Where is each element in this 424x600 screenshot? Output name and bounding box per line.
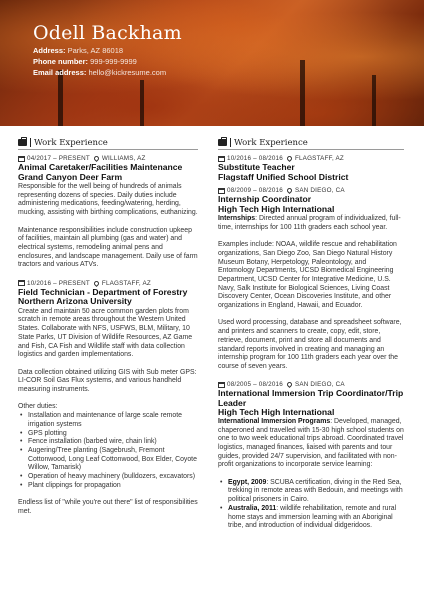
tree-trunk-decoration: [300, 60, 305, 126]
job-description: Used word processing, database and spreadsheet software, and printers and scanners to create, copy, edit, store, retrieve, document, print and store all documents and standard reports involved in creating and managing an internship program for 100 11th graders each year over the course of seven years.: [218, 319, 402, 370]
trips-list: [218, 479, 404, 531]
candidate-name: Odell Backham: [33, 22, 182, 44]
tree-trunk-decoration: [140, 80, 144, 126]
list-item: • GPS plotting: [18, 430, 198, 439]
contact-block: [33, 45, 166, 78]
section-header: [218, 138, 404, 150]
job-employer: Flagstaff Unified School District: [218, 171, 349, 182]
lead-text: : Developed, managed, chaperoned and travelled with 15-30 high school students on one to two week educational trips abroad. Coordinated travel logistics, managed finances, liaised with parents and tour guides, provided 24/7 supervision, and facilitated with non-profit organizations to incorporate service learning:: [218, 417, 404, 469]
job-location: SAN DIEGO, CA: [294, 381, 345, 389]
job-dates: 10/2016 – PRESENT: [27, 279, 90, 287]
job-title: Animal Caretaker/Facilities Maintenance: [18, 162, 183, 172]
trip-name: Egypt, 2009: [228, 478, 267, 486]
job-employer: Northern Arizona University: [18, 296, 132, 307]
section-header: [18, 138, 198, 150]
contact-phone: [33, 56, 166, 67]
duties-list: [18, 412, 198, 490]
job-employer: Grand Canyon Deer Farm: [18, 171, 123, 182]
job-description: Create and maintain 50 acre common garden plots from scratch in remote areas throughout the Western United States. Collaborate with NFS, USFWS, BLM, Military, 10 State Parks, UT Division of Wildlife Resources, AZ Game and Fish, CA Fish and Wildlife staff with data collection logistics and garden implementations.: [18, 307, 193, 359]
location-pin-icon: [93, 155, 100, 162]
lead-label: Internships: [218, 215, 256, 222]
header-banner: [0, 0, 424, 126]
job-employer: High Tech High International: [218, 203, 335, 214]
list-item: • Augering/Tree planting (Sagebrush, Fremont Cottonwood, Long Leaf Cottonwood, Box Elder, Coyote Willow, Tamarisk): [18, 447, 198, 473]
briefcase-icon: [18, 139, 27, 146]
calendar-icon: [218, 382, 225, 388]
job-description: Other duties:: [18, 403, 58, 411]
job-employer: High Tech High International: [218, 407, 335, 418]
job-entry: [218, 186, 404, 372]
location-pin-icon: [286, 187, 293, 194]
contact-value: 999-999-9999: [90, 57, 137, 66]
lead-text: : Directed annual program of individualized, full-time, internships for 100 11th graders each school year.: [218, 215, 401, 231]
job-title: Internship Coordinator: [218, 194, 312, 204]
calendar-icon: [18, 280, 25, 286]
lead-label: International Immersion Programs: [218, 417, 331, 425]
list-item: [218, 505, 404, 531]
job-location: FLAGSTAFF, AZ: [294, 155, 344, 162]
list-item: • Operation of heavy machinery (bulldozers, excavators): [18, 473, 198, 482]
job-entry: [18, 154, 198, 270]
section-divider: [230, 138, 231, 147]
job-dates: 04/2017 – PRESENT: [27, 155, 90, 162]
job-title: International Immersion Trip Coordinator/Trip Leader: [218, 388, 404, 408]
location-pin-icon: [286, 381, 293, 388]
list-item: • Plant clippings for propagation: [18, 482, 198, 491]
job-location: WILLIAMS, AZ: [101, 155, 146, 162]
job-location: SAN DIEGO, CA: [294, 187, 345, 194]
job-entry: [218, 154, 404, 182]
job-dates: 10/2016 – 08/2016: [227, 155, 283, 162]
list-item: [218, 479, 404, 505]
section-title: Work Experience: [34, 137, 108, 148]
location-pin-icon: [286, 155, 293, 162]
trip-text: : SCUBA certification, diving in the Red Sea, trekking in remote areas with Bedouin, and meetings with political prisoners in Cairo.: [228, 478, 403, 504]
job-description: [218, 418, 404, 470]
trip-text: : wildlife rehabilitation, remote and rural home stays and immersion learning with an Aboriginal tribe, and introduction of individual didgeridoos.: [228, 504, 397, 530]
trip-name: Australia, 2011: [228, 504, 277, 512]
right-column: [218, 138, 404, 540]
contact-email: [33, 67, 166, 78]
job-dates: 08/2009 – 08/2016: [227, 187, 283, 194]
contact-address: [33, 45, 166, 56]
tree-trunk-decoration: [372, 75, 376, 126]
contact-value: Parks, AZ 86018: [67, 46, 124, 55]
list-item: • Installation and maintenance of large scale remote irrigation systems: [18, 412, 198, 429]
contact-value: hello@kickresume.com: [88, 68, 167, 77]
job-title: Substitute Teacher: [218, 162, 295, 172]
job-description: Data collection obtained utilizing GIS with Sub meter GPS: LI-COR Soil Gas Flux systems, and various handheld measuring instruments.: [18, 368, 197, 394]
job-description: [218, 215, 404, 232]
calendar-icon: [218, 188, 225, 194]
contact-label: Address:: [33, 46, 66, 55]
contact-label: Email address:: [33, 68, 87, 77]
left-column: [18, 138, 198, 525]
section-divider: [30, 138, 31, 147]
section-title: Work Experience: [234, 137, 308, 148]
calendar-icon: [18, 156, 25, 162]
tree-trunk-decoration: [58, 70, 63, 126]
job-closing: Endless list of "while you're out there" list of responsibilities met.: [18, 499, 198, 515]
job-description: Responsible for the well being of hundreds of animals representing dozens of species. Daily duties include administering medications, feeding/watering, herding, mucking, assisting with birthing complications, euthanizing.: [18, 183, 198, 217]
briefcase-icon: [218, 139, 227, 146]
job-location: FLAGSTAFF, AZ: [101, 279, 151, 287]
calendar-icon: [218, 156, 225, 162]
job-dates: 08/2005 – 08/2016: [227, 381, 283, 389]
location-pin-icon: [93, 280, 100, 287]
contact-label: Phone number:: [33, 57, 89, 66]
job-title: Field Technician - Department of Forestry: [18, 286, 188, 297]
job-description: Maintenance responsibilities include construction upkeep of facilities, maintain all plumbing (gas and water) and electrical systems, remodeling animal pens and enclosures, and landscape management. Daily use of farm tractors and various ATVs.: [18, 226, 198, 269]
list-item: • Fence installation (barbed wire, chain link): [18, 438, 198, 447]
job-description: Examples include: NOAA, wildlife rescue and rehabilitation organizations, San Diego Zoo, San Diego Natural History Museum Botany, Herpetology, Paleontology, and Entomology Departments, UCSD Biomedical Engineering Department, UCSD Center for Integrative Medicine, U.S. Navy, Salk Institute for Biological Sciences, Living Coast Discovery Center, Ocean Discoveries Institute, and other organizations in England, Hawaii, and Ecuador.: [218, 241, 397, 310]
job-entry: [218, 380, 404, 531]
job-entry: [18, 279, 198, 517]
